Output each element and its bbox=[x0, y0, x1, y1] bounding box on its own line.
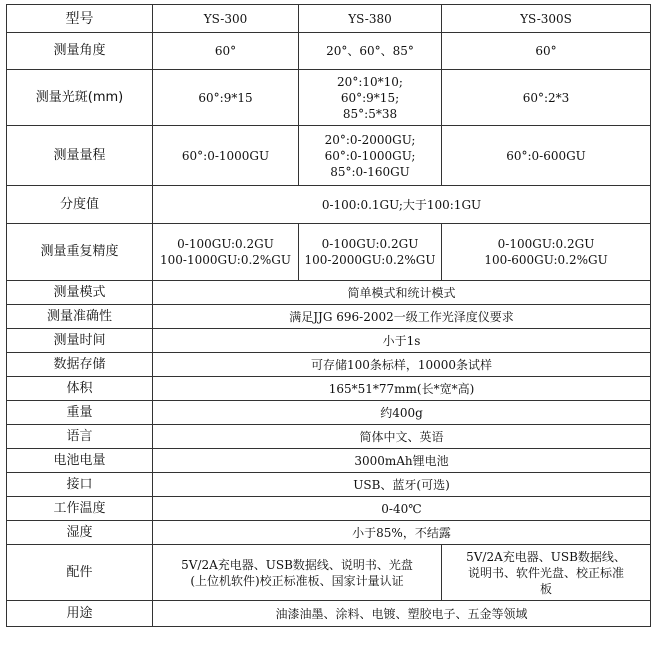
cell-value: 60°:0-1000GU bbox=[153, 126, 299, 186]
spec-row-accuracy bbox=[7, 305, 651, 329]
cell-value: 简体中文、英语 bbox=[153, 425, 651, 449]
row-label: 测量光斑(mm) bbox=[7, 70, 153, 126]
model-name: YS-380 bbox=[299, 5, 442, 33]
row-label: 配件 bbox=[7, 545, 153, 601]
cell-value: 60° bbox=[442, 33, 651, 70]
row-label: 用途 bbox=[7, 601, 153, 627]
row-label: 测量角度 bbox=[7, 33, 153, 70]
cell-value: 20°、60°、85° bbox=[299, 33, 442, 70]
row-label: 数据存储 bbox=[7, 353, 153, 377]
row-label: 接口 bbox=[7, 473, 153, 497]
spec-row-usage bbox=[7, 601, 651, 627]
row-label: 电池电量 bbox=[7, 449, 153, 473]
spec-row-spot bbox=[7, 70, 651, 126]
row-label: 测量时间 bbox=[7, 329, 153, 353]
cell-value: 0-100:0.1GU;大于100:1GU bbox=[153, 186, 651, 224]
spec-row-humidity bbox=[7, 521, 651, 545]
cell-value: 0-100GU:0.2GU 100-1000GU:0.2%GU bbox=[153, 224, 299, 281]
spec-row-range bbox=[7, 126, 651, 186]
row-label: 工作温度 bbox=[7, 497, 153, 521]
cell-value: 5V/2A充电器、USB数据线、说明书、光盘 (上位机软件)校正标准板、国家计量认证 bbox=[153, 545, 442, 601]
cell-value: 20°:0-2000GU; 60°:0-1000GU; 85°:0-160GU bbox=[299, 126, 442, 186]
cell-value: 60° bbox=[153, 33, 299, 70]
cell-value: 0-100GU:0.2GU 100-600GU:0.2%GU bbox=[442, 224, 651, 281]
cell-value: 20°:10*10; 60°:9*15; 85°:5*38 bbox=[299, 70, 442, 126]
cell-value: 可存储100条标样，10000条试样 bbox=[153, 353, 651, 377]
row-label: 测量模式 bbox=[7, 281, 153, 305]
model-name: YS-300S bbox=[442, 5, 651, 33]
cell-value: 约400g bbox=[153, 401, 651, 425]
row-label: 分度值 bbox=[7, 186, 153, 224]
row-label: 重量 bbox=[7, 401, 153, 425]
spec-row-language bbox=[7, 425, 651, 449]
spec-row-storage bbox=[7, 353, 651, 377]
spec-row-mode bbox=[7, 281, 651, 305]
cell-value: 5V/2A充电器、USB数据线、 说明书、软件光盘、校正标准 板 bbox=[442, 545, 651, 601]
spec-row-angle bbox=[7, 33, 651, 70]
spec-row-time bbox=[7, 329, 651, 353]
row-label: 湿度 bbox=[7, 521, 153, 545]
model-name: YS-300 bbox=[153, 5, 299, 33]
row-label: 测量准确性 bbox=[7, 305, 153, 329]
header-row bbox=[7, 5, 651, 33]
cell-value: 60°:2*3 bbox=[442, 70, 651, 126]
header-label: 型号 bbox=[7, 5, 153, 33]
row-label: 语言 bbox=[7, 425, 153, 449]
spec-row-repeatability bbox=[7, 224, 651, 281]
spec-table bbox=[6, 4, 651, 627]
spec-row-weight bbox=[7, 401, 651, 425]
cell-value: 简单模式和统计模式 bbox=[153, 281, 651, 305]
spec-row-interface bbox=[7, 473, 651, 497]
cell-value: 油漆油墨、涂料、电镀、塑胶电子、五金等领域 bbox=[153, 601, 651, 627]
spec-row-resolution bbox=[7, 186, 651, 224]
cell-value: 60°:0-600GU bbox=[442, 126, 651, 186]
cell-value: 0-100GU:0.2GU 100-2000GU:0.2%GU bbox=[299, 224, 442, 281]
spec-row-battery bbox=[7, 449, 651, 473]
row-label: 测量重复精度 bbox=[7, 224, 153, 281]
cell-value: 60°:9*15 bbox=[153, 70, 299, 126]
cell-value: USB、蓝牙(可选) bbox=[153, 473, 651, 497]
cell-value: 0-40℃ bbox=[153, 497, 651, 521]
cell-value: 165*51*77mm(长*宽*高) bbox=[153, 377, 651, 401]
row-label: 体积 bbox=[7, 377, 153, 401]
cell-value: 3000mAh锂电池 bbox=[153, 449, 651, 473]
spec-row-volume bbox=[7, 377, 651, 401]
row-label: 测量量程 bbox=[7, 126, 153, 186]
cell-value: 小于85%，不结露 bbox=[153, 521, 651, 545]
spec-row-temperature bbox=[7, 497, 651, 521]
cell-value: 小于1s bbox=[153, 329, 651, 353]
cell-value: 满足JJG 696-2002一级工作光泽度仪要求 bbox=[153, 305, 651, 329]
spec-row-accessories bbox=[7, 545, 651, 601]
